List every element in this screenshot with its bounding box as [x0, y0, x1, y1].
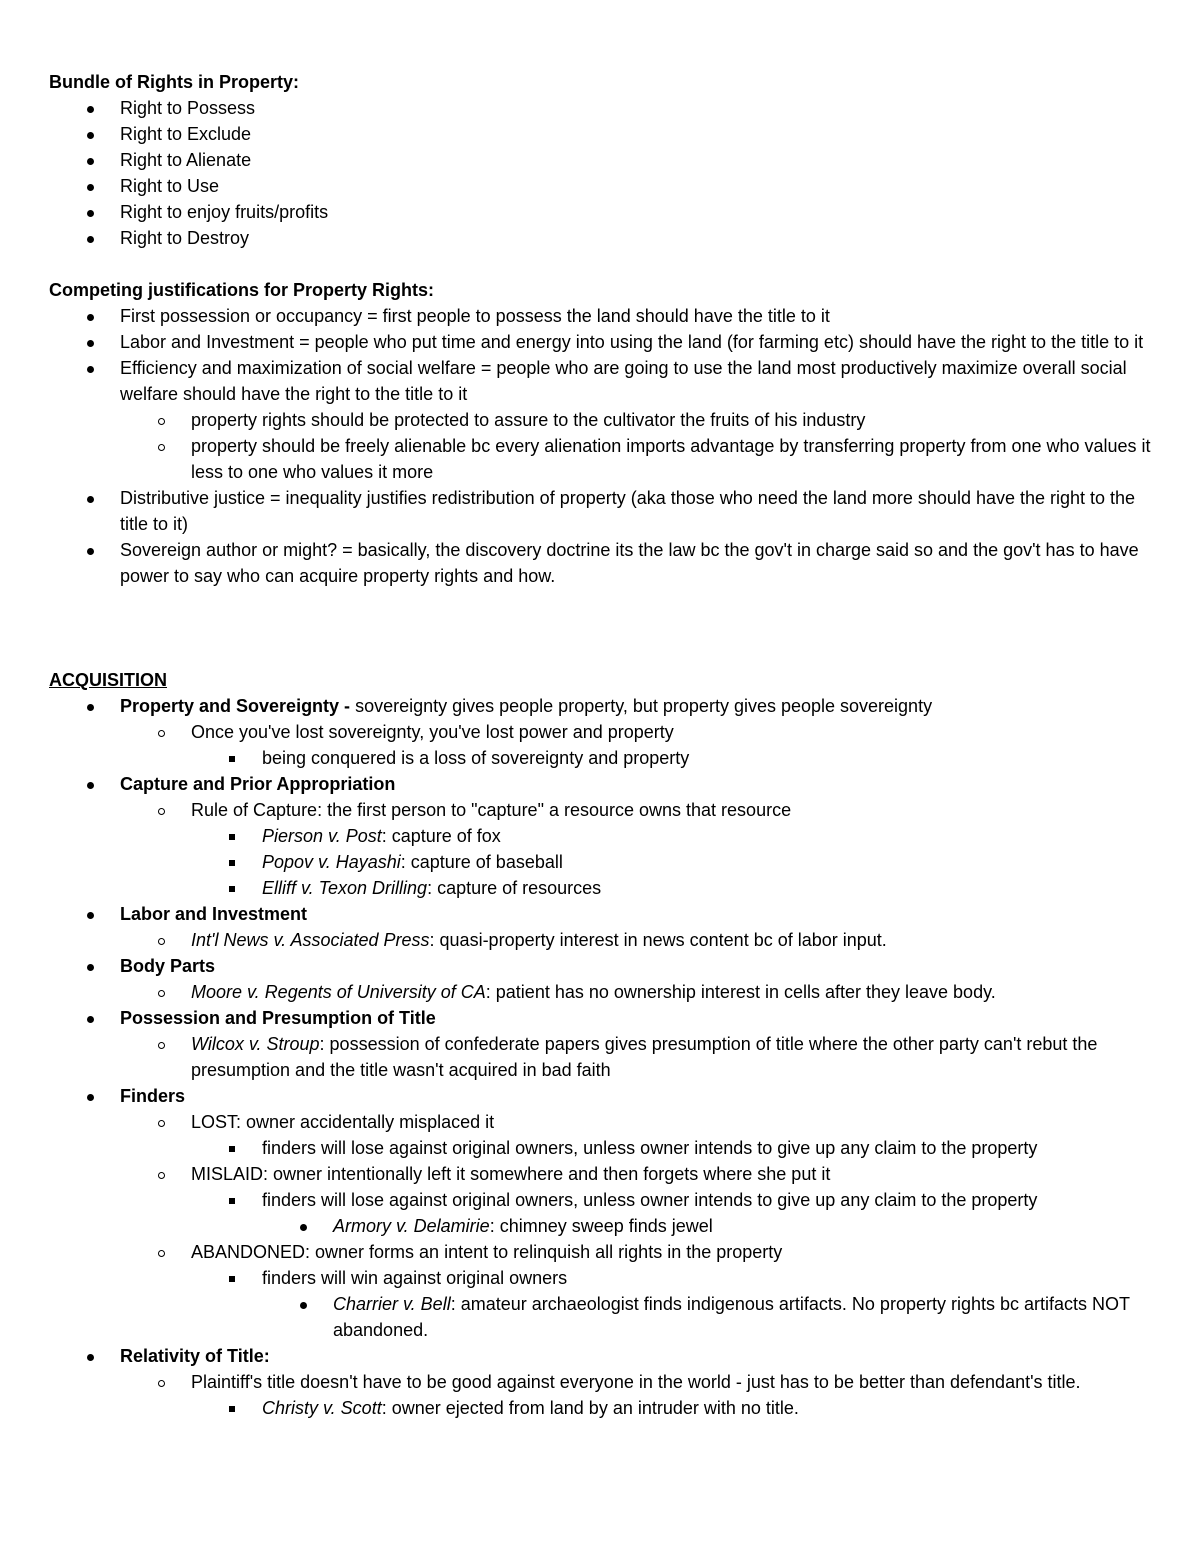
topic-heading: Labor and Investment	[120, 904, 308, 924]
list-item: Property and Sovereignty - sovereignty gives people property, but property gives people sovereignty	[49, 693, 1159, 719]
list-item: LOST: owner accidentally misplaced it	[49, 1109, 1159, 1135]
bullet-icon	[222, 1265, 242, 1291]
bundle-list	[49, 95, 1159, 251]
list-item: Pierson v. Post: capture of fox	[49, 823, 1159, 849]
case-name: Pierson v. Post	[262, 826, 382, 846]
case-name: Armory v. Delamirie	[333, 1216, 490, 1236]
list-item: Moore v. Regents of University of CA: patient has no ownership interest in cells after they leave body.	[49, 979, 1159, 1005]
bullet-icon	[80, 771, 100, 797]
case-name: Charrier v. Bell	[333, 1294, 451, 1314]
topic-heading: Possession and Presumption of Title	[120, 1008, 436, 1028]
list-item: Plaintiff's title doesn't have to be good against everyone in the world - just has to be better than defendant's title.	[49, 1369, 1159, 1395]
list-item: First possession or occupancy = first people to possess the land should have the title to it	[49, 303, 1159, 329]
list-item: Right to Use	[49, 173, 1159, 199]
bullet-icon	[151, 1109, 171, 1135]
list-item: Labor and Investment = people who put time and energy into using the land (for farming etc) should have the right to the title to it	[49, 329, 1159, 355]
bullet-icon	[80, 1083, 100, 1109]
topic-heading: Relativity of Title:	[120, 1346, 270, 1366]
bullet-icon	[80, 953, 100, 979]
case-name: Elliff v. Texon Drilling	[262, 878, 428, 898]
justifications-list	[49, 303, 1159, 589]
list-item: finders will lose against original owners, unless owner intends to give up any claim to the property	[49, 1135, 1159, 1161]
bullet-icon	[80, 199, 100, 225]
bullet-icon	[151, 927, 171, 953]
list-item: Int'l News v. Associated Press: quasi-property interest in news content bc of labor input.	[49, 927, 1159, 953]
list-item: Charrier v. Bell: amateur archaeologist finds indigenous artifacts. No property rights bc artifacts NOT abandoned.	[49, 1291, 1159, 1343]
list-item: property should be freely alienable bc every alienation imports advantage by transferring property from one who values it less to one who values it more	[49, 433, 1159, 485]
list-item: property rights should be protected to assure to the cultivator the fruits of his industry	[49, 407, 1159, 433]
bullet-icon	[151, 1369, 171, 1395]
list-item: Right to Destroy	[49, 225, 1159, 251]
list-item: Right to enjoy fruits/profits	[49, 199, 1159, 225]
bullet-icon	[222, 745, 242, 771]
bullet-icon	[151, 797, 171, 823]
case-name: Int'l News v. Associated Press	[191, 930, 430, 950]
list-item: Right to Possess	[49, 95, 1159, 121]
bullet-icon	[80, 1343, 100, 1369]
bullet-icon	[80, 693, 100, 719]
list-item: being conquered is a loss of sovereignty and property	[49, 745, 1159, 771]
list-item: Wilcox v. Stroup: possession of confederate papers gives presumption of title where the other party can't rebut the presumption and the title wasn't acquired in bad faith	[49, 1031, 1159, 1083]
list-item	[49, 771, 1159, 797]
bullet-icon	[151, 1239, 171, 1265]
list-item: finders will win against original owners	[49, 1265, 1159, 1291]
case-name: Christy v. Scott	[262, 1398, 382, 1418]
list-item: Sovereign author or might? = basically, the discovery doctrine its the law bc the gov't in charge said so and the gov't has to have power to say who can acquire property rights and how.	[49, 537, 1159, 589]
topic-heading: Capture and Prior Appropriation	[120, 774, 396, 794]
bullet-icon	[80, 121, 100, 147]
list-item: Once you've lost sovereignty, you've lost power and property	[49, 719, 1159, 745]
bullet-icon	[80, 329, 100, 355]
list-item: Right to Alienate	[49, 147, 1159, 173]
bullet-icon	[151, 1161, 171, 1187]
bullet-icon	[80, 355, 100, 381]
bullet-icon	[80, 485, 100, 511]
bullet-icon	[151, 433, 171, 459]
bullet-icon	[222, 849, 242, 875]
bullet-icon	[80, 225, 100, 251]
bullet-icon	[80, 147, 100, 173]
list-item: Rule of Capture: the first person to "capture" a resource owns that resource	[49, 797, 1159, 823]
list-item: Popov v. Hayashi: capture of baseball	[49, 849, 1159, 875]
list-item	[49, 1083, 1159, 1109]
list-item: Distributive justice = inequality justifies redistribution of property (aka those who need the land more should have the right to the title to it)	[49, 485, 1159, 537]
list-item: Elliff v. Texon Drilling: capture of resources	[49, 875, 1159, 901]
bullet-icon	[222, 875, 242, 901]
bullet-icon	[222, 823, 242, 849]
document-page	[49, 69, 1159, 1421]
bullet-icon	[222, 1135, 242, 1161]
bullet-icon	[222, 1395, 242, 1421]
list-item	[49, 1343, 1159, 1369]
bullet-icon	[293, 1213, 313, 1239]
case-name: Popov v. Hayashi	[262, 852, 401, 872]
bullet-icon	[80, 303, 100, 329]
list-item: Efficiency and maximization of social welfare = people who are going to use the land most productively maximize overall social welfare should have the right to the title to it	[49, 355, 1159, 407]
bullet-icon	[151, 979, 171, 1005]
list-item: Christy v. Scott: owner ejected from land by an intruder with no title.	[49, 1395, 1159, 1421]
bullet-icon	[222, 1187, 242, 1213]
list-item	[49, 901, 1159, 927]
bullet-icon	[80, 95, 100, 121]
case-name: Moore v. Regents of University of CA	[191, 982, 486, 1002]
topic-heading: Property and Sovereignty -	[120, 696, 356, 716]
bullet-icon	[151, 1031, 171, 1057]
bundle-title: Bundle of Rights in Property:	[49, 72, 299, 92]
bullet-icon	[80, 173, 100, 199]
bullet-icon	[80, 537, 100, 563]
case-name: Wilcox v. Stroup	[191, 1034, 320, 1054]
acquisition-title: ACQUISITION	[49, 670, 168, 690]
list-item: Right to Exclude	[49, 121, 1159, 147]
list-item: Armory v. Delamirie: chimney sweep finds jewel	[49, 1213, 1159, 1239]
acquisition-list	[49, 693, 1159, 1421]
topic-heading: Finders	[120, 1086, 186, 1106]
list-item: MISLAID: owner intentionally left it somewhere and then forgets where she put it	[49, 1161, 1159, 1187]
topic-heading: Body Parts	[120, 956, 216, 976]
bullet-icon	[151, 719, 171, 745]
bullet-icon	[80, 1005, 100, 1031]
list-item: ABANDONED: owner forms an intent to relinquish all rights in the property	[49, 1239, 1159, 1265]
bullet-icon	[293, 1291, 313, 1317]
list-item	[49, 953, 1159, 979]
bullet-icon	[80, 901, 100, 927]
list-item	[49, 1005, 1159, 1031]
list-item: finders will lose against original owners, unless owner intends to give up any claim to the property	[49, 1187, 1159, 1213]
justifications-title: Competing justifications for Property Rights:	[49, 280, 435, 300]
bullet-icon	[151, 407, 171, 433]
